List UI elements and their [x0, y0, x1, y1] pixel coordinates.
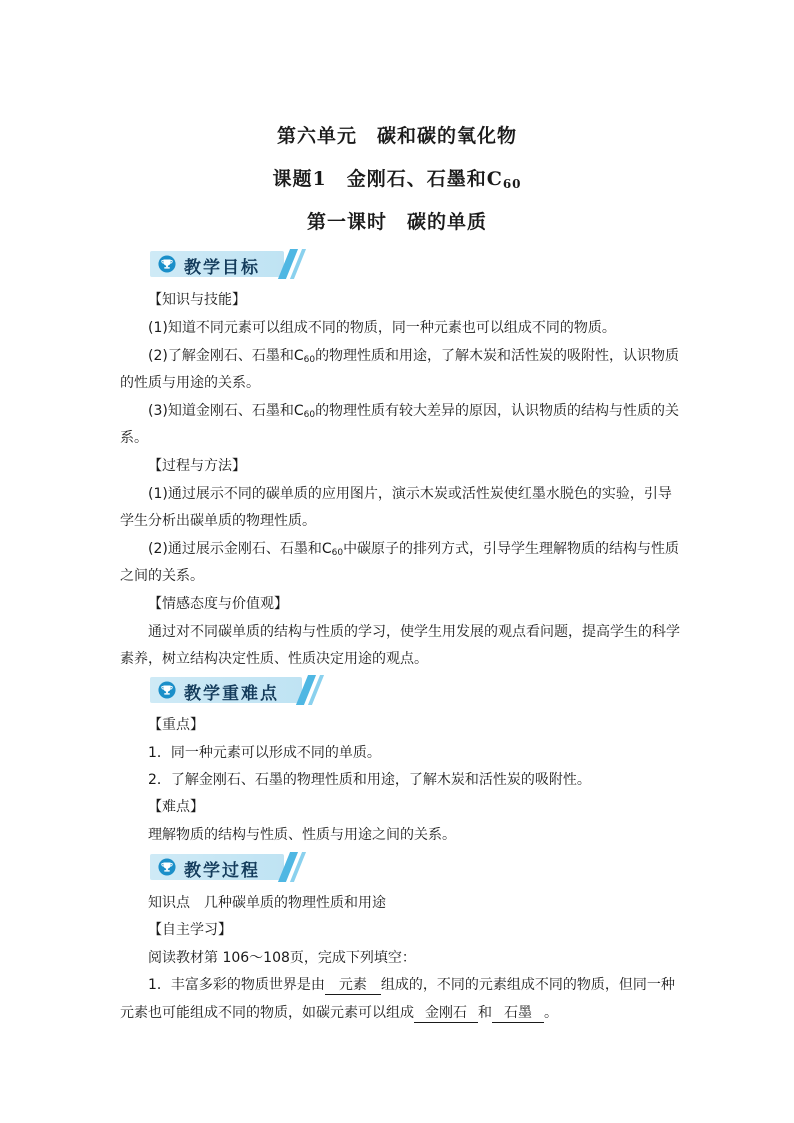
section-label: 教学重难点	[184, 684, 279, 704]
reading-instruction: 阅读教材第 106～108页，完成下列填空：	[148, 950, 416, 966]
goal-knowledge-2-cont: 的性质与用途的关系。	[120, 375, 260, 391]
goal-process-1: (1)通过展示不同的碳单质的应用图片，演示木炭或活性炭使红墨水脱色的实验，引导	[148, 486, 672, 502]
section-label: 教学过程	[184, 861, 260, 881]
emotion-values-heading: 【情感态度与价值观】	[148, 596, 288, 612]
section-tag-key-points	[150, 675, 320, 705]
section-tag-teaching-process	[150, 852, 300, 882]
goal-process-1-cont: 学生分析出碳单质的物理性质。	[120, 513, 316, 529]
goal-knowledge-2: (2)了解金刚石、石墨和$C_{60}$的物理性质和用途，了解木炭和活性炭的吸附性，认识物质	[148, 348, 680, 365]
key-points-heading: 【重点】	[148, 717, 204, 733]
unit-title: 第六单元 碳和碳的氧化物	[276, 125, 517, 147]
question-1-cont: 元素也可能组成不同的物质，如碳元素可以组成 金刚石 和 石墨 。	[120, 1005, 558, 1021]
goal-knowledge-3: (3)知道金刚石、石墨和$C_{60}$的物理性质有较大差异的原因，认识物质的结构与性质的关	[148, 403, 680, 420]
trophy-icon	[158, 681, 176, 699]
question-1: 1．丰富多彩的物质世界是由 元素 组成的，不同的元素组成不同的物质，但同一种	[148, 977, 675, 993]
knowledge-skills-heading: 【知识与技能】	[148, 292, 246, 308]
lesson-title: 第一课时 碳的单质	[306, 211, 487, 233]
goal-knowledge-1: (1)知道不同元素可以组成不同的物质，同一种元素也可以组成不同的物质。	[148, 320, 616, 336]
key-point-2: 2．了解金刚石、石墨的物理性质和用途，了解木炭和活性炭的吸附性。	[148, 772, 591, 788]
goal-knowledge-3-cont: 系。	[120, 430, 148, 446]
key-point-1: 1．同一种元素可以形成不同的单质。	[148, 745, 381, 761]
self-study-heading: 【自主学习】	[148, 922, 232, 938]
difficult-point-1: 理解物质的结构与性质、性质与用途之间的关系。	[148, 827, 456, 843]
difficult-points-heading: 【难点】	[148, 799, 204, 815]
trophy-icon	[158, 858, 176, 876]
topic-title: 课题1 金刚石、石墨和$C_{60}$	[272, 168, 522, 191]
answer-blank: 元素	[325, 976, 381, 995]
section-label: 教学目标	[184, 258, 260, 278]
process-method-heading: 【过程与方法】	[148, 458, 246, 474]
section-tag-teaching-goals	[150, 249, 300, 279]
goal-emotion-1-cont: 素养，树立结构决定性质、性质决定用途的观点。	[120, 651, 428, 667]
goal-process-2-cont: 之间的关系。	[120, 568, 204, 584]
goal-emotion-1: 通过对不同碳单质的结构与性质的学习，使学生用发展的观点看问题，提高学生的科学	[148, 624, 680, 640]
answer-blank: 石墨	[492, 1004, 544, 1023]
knowledge-point-title: 知识点 几种碳单质的物理性质和用途	[148, 895, 386, 911]
trophy-icon	[158, 255, 176, 273]
answer-blank: 金刚石	[414, 1004, 478, 1023]
goal-process-2: (2)通过展示金刚石、石墨和$C_{60}$中碳原子的排列方式，引导学生理解物质的结构与性质	[148, 541, 680, 558]
